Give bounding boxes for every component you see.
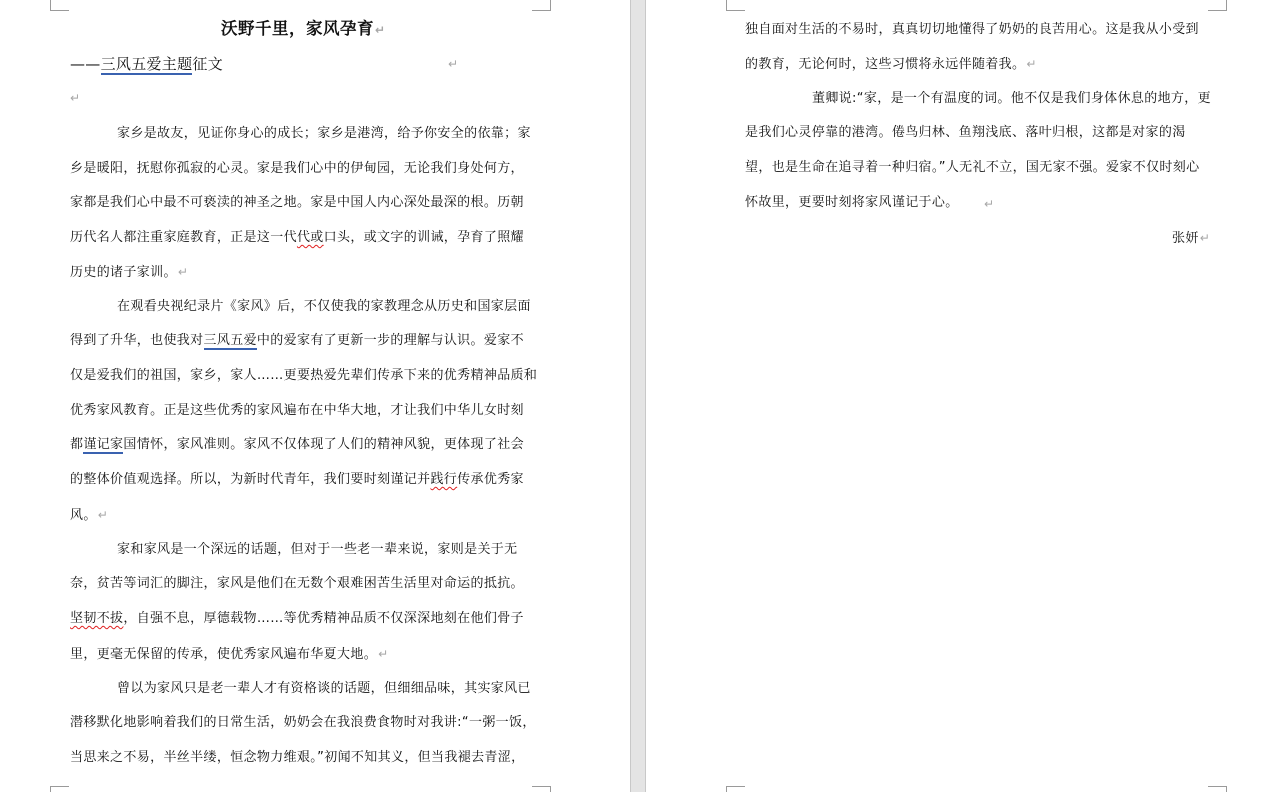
text-line[interactable]: 曾以为家风只是老一辈人才有资格谈的话题，但细细品味，其实家风已 xyxy=(117,681,531,696)
margin-corner-mark xyxy=(1208,786,1227,792)
text-line[interactable]: 仅是爱我们的祖国，家乡，家人……更要热爱先辈们传承下来的优秀精神品质和 xyxy=(70,368,538,383)
text-line[interactable]: 乡是暖阳，抚慰你孤寂的心灵。家是我们心中的伊甸园，无论我们身处何方， xyxy=(70,161,524,176)
text-line[interactable]: 当思来之不易，半丝半缕，恒念物力维艰。”初闻不知其义，但当我褪去青涩， xyxy=(70,750,525,765)
text-line[interactable]: 家和家风是一个深远的话题，但对于一些老一辈来说，家则是关于无 xyxy=(117,542,518,557)
spelling-error[interactable]: 践行 xyxy=(430,472,458,487)
text-line[interactable]: 家乡是故友，见证你身心的成长；家乡是港湾，给予你安全的依靠；家 xyxy=(117,126,531,141)
text-line[interactable]: 在观看央视纪录片《家风》后，不仅使我的家教理念从历史和国家层面 xyxy=(117,299,531,314)
text-line[interactable]: 是我们心灵停靠的港湾。倦鸟归林、鱼翔浅底、落叶归根，这都是对家的渴 xyxy=(745,125,1186,140)
text-line[interactable]: 历代名人都注重家庭教育，正是这一代代或口头，或文字的训诫，孕育了照耀 xyxy=(70,230,524,245)
text-line[interactable]: 潜移默化地影响着我们的日常生活，奶奶会在我浪费食物时对我讲:“一粥一饭， xyxy=(70,715,536,730)
document-page-left xyxy=(0,0,630,792)
margin-corner-mark xyxy=(532,786,551,792)
text-line[interactable]: 坚韧不拔，自强不息，厚德载物……等优秀精神品质不仅深深地刻在他们骨子 xyxy=(70,611,524,626)
subtitle-link[interactable]: 三风五爱主题 xyxy=(100,55,193,73)
text-line[interactable]: 怀故里，更要时刻将家风谨记于心。 xyxy=(745,195,959,210)
text-line[interactable]: 风。↵ xyxy=(70,508,109,523)
document-title[interactable]: 沃野千里，家风孕育↵ xyxy=(221,19,386,38)
margin-corner-mark xyxy=(532,0,551,11)
margin-corner-mark xyxy=(726,0,745,11)
document-page-right xyxy=(646,0,1270,792)
text-line[interactable]: 奈，贫苦等词汇的脚注，家风是他们在无数个艰难困苦生活里对命运的抵抗。 xyxy=(70,576,524,591)
text-line[interactable]: 望，也是生命在追寻着一种归宿。”人无礼不立，国无家不强。爱家不仅时刻心 xyxy=(745,160,1200,175)
text-line[interactable]: 历史的诸子家训。↵ xyxy=(70,265,189,280)
margin-corner-mark xyxy=(50,0,69,11)
signature[interactable]: 张妍↵ xyxy=(1172,231,1211,246)
page-gutter xyxy=(630,0,646,792)
text-line[interactable]: 都谨记家国情怀，家风准则。家风不仅体现了人们的精神风貌，更体现了社会 xyxy=(70,437,524,452)
spelling-error[interactable]: 代或 xyxy=(296,230,324,245)
margin-corner-mark xyxy=(50,786,69,792)
text-line[interactable]: 的教育，无论何时，这些习惯将永远伴随着我。↵ xyxy=(745,57,1037,72)
linked-term[interactable]: 谨记家 xyxy=(83,437,124,452)
text-line[interactable]: 得到了升华，也使我对三风五爱中的爱家有了更新一步的理解与认识。爱家不 xyxy=(70,333,524,348)
paragraph-mark: ↵ xyxy=(448,57,459,71)
spelling-error[interactable]: 坚韧不拔 xyxy=(70,611,124,626)
paragraph-mark: ↵ xyxy=(70,91,81,105)
text-line[interactable]: 独自面对生活的不易时，真真切切地懂得了奶奶的良苦用心。这是我从小受到 xyxy=(745,22,1199,37)
text-line[interactable]: 优秀家风教育。正是这些优秀的家风遍布在中华大地，才让我们中华儿女时刻 xyxy=(70,403,524,418)
text-line[interactable]: 里，更毫无保留的传承，使优秀家风遍布华夏大地。↵ xyxy=(70,647,389,662)
margin-corner-mark xyxy=(726,786,745,792)
text-line[interactable]: 董卿说:“家，是一个有温度的词。他不仅是我们身体休息的地方，更 xyxy=(812,91,1211,106)
text-line[interactable]: 的整体价值观选择。所以，为新时代青年，我们要时刻谨记并践行传承优秀家 xyxy=(70,472,524,487)
document-subtitle[interactable]: ——三风五爱主题征文 xyxy=(70,55,224,73)
text-line[interactable]: 家都是我们心中最不可亵渎的神圣之地。家是中国人内心深处最深的根。历朝 xyxy=(70,195,524,210)
linked-term[interactable]: 三风五爱 xyxy=(203,333,257,348)
paragraph-mark: ↵ xyxy=(984,197,995,211)
margin-corner-mark xyxy=(1208,0,1227,11)
